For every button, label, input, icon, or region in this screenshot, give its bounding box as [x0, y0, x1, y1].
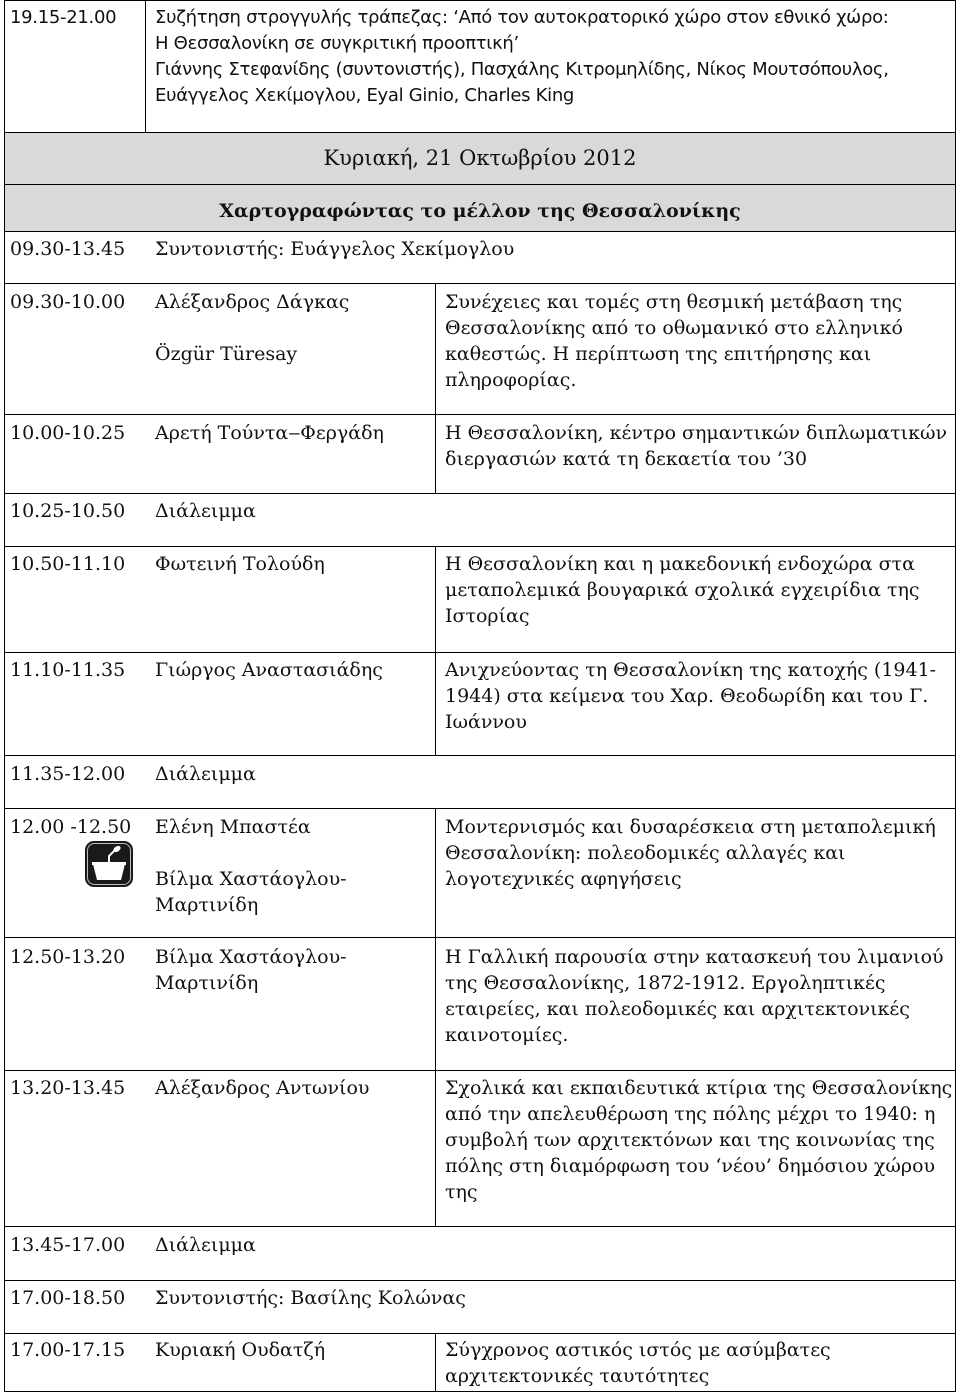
rule — [4, 1280, 956, 1281]
rule — [435, 283, 436, 494]
roundtable-title: Η Θεσσαλονίκη σε συγκριτική προοπτική’ — [155, 33, 519, 54]
speaker: Βίλμα Χαστάογλου- — [155, 946, 347, 968]
talk-title: Σχολικά και εκπαιδευτικά κτίρια της Θεσσαλονίκης — [445, 1077, 953, 1099]
time-slot: 12.50-13.20 — [10, 946, 126, 968]
rule — [4, 283, 956, 284]
time-slot: 11.10-11.35 — [10, 659, 126, 681]
talk-title: Η Θεσσαλονίκη, κέντρο σημαντικών διπλωματικών — [445, 422, 948, 444]
speaker: Μαρτινίδη — [155, 894, 259, 916]
time-slot: 10.50-11.10 — [10, 553, 126, 575]
rule — [4, 493, 956, 494]
talk-title: Η Θεσσαλονίκη και η μακεδονική ενδοχώρα στα — [445, 553, 915, 575]
talk-title: από την απελευθέρωση της πόλης μέχρι το 1940: η — [445, 1103, 936, 1125]
talk-title: πληροφορίας. — [445, 369, 577, 391]
talk-title: εταιρείες, και πολεοδομικές και αρχιτεκτονικές — [445, 998, 910, 1020]
talk-title: Σύγχρονος αστικός ιστός με ασύμβατες — [445, 1339, 831, 1361]
rule — [435, 808, 436, 1227]
lectern-microphone-icon — [84, 840, 134, 888]
speaker: Αρετή Τούντα‒Φεργάδη — [155, 422, 384, 444]
time-slot: 10.25-10.50 — [10, 500, 126, 522]
rule — [4, 1226, 956, 1227]
talk-title: Μοντερνισμός και δυσαρέσκεια στη μεταπολεμική — [445, 816, 936, 838]
time-slot: 19.15-21.00 — [10, 7, 117, 28]
talk-title: Συνέχειες και τομές στη θεσμική μετάβαση της — [445, 291, 903, 313]
talk-title: Θεσσαλονίκης από το οθωμανικό στο ελληνικό — [445, 317, 903, 339]
rule — [4, 1070, 956, 1071]
talk-title: Η Γαλλική παρουσία στην κατασκευή του λιμανιού — [445, 946, 944, 968]
speaker: Γιώργος Αναστασιάδης — [155, 659, 383, 681]
rule — [4, 0, 956, 1]
rule — [4, 184, 956, 185]
rule — [4, 755, 956, 756]
time-slot: 10.00-10.25 — [10, 422, 126, 444]
talk-title: Ιωάννου — [445, 711, 527, 733]
day-theme: Χαρτογραφώντας το μέλλον της Θεσσαλονίκης — [219, 200, 741, 222]
rule — [4, 414, 956, 415]
talk-title: συμβολή των αρχιτεκτόνων και της κοινωνίας της — [445, 1129, 935, 1151]
time-slot: 09.30-10.00 — [10, 291, 126, 313]
roundtable-participants: Γιάννης Στεφανίδης (συντονιστής), Πασχάλης Κιτρομηλίδης, Νίκος Μουτσόπουλος, — [155, 59, 889, 80]
speaker: Φωτεινή Τολούδη — [155, 553, 325, 575]
speaker: Αλέξανδρος Δάγκας — [155, 291, 350, 313]
break-label: Διάλειμμα — [155, 500, 256, 522]
speaker: Μαρτινίδη — [155, 972, 259, 994]
talk-title: 1944) στα κείμενα του Χαρ. Θεοδωρίδη και του Γ. — [445, 685, 929, 707]
talk-title: αρχιτεκτονικές ταυτότητες — [445, 1365, 710, 1387]
talk-title: της — [445, 1181, 478, 1203]
talk-title: καινοτομίες. — [445, 1024, 569, 1046]
rule — [4, 132, 956, 133]
speaker: Βίλμα Χαστάογλου- — [155, 868, 347, 890]
speaker: Özgür Türesay — [155, 343, 298, 365]
session-time: 17.00-18.50 — [10, 1287, 126, 1309]
break-label: Διάλειμμα — [155, 1234, 256, 1256]
time-slot: 13.45-17.00 — [10, 1234, 126, 1256]
rule — [4, 231, 956, 232]
talk-title: λογοτεχνικές αφηγήσεις — [445, 868, 682, 890]
speaker: Ελένη Μπαστέα — [155, 816, 311, 838]
rule — [4, 937, 956, 938]
session-moderator: Συντονιστής: Βασίλης Κολώνας — [155, 1287, 466, 1309]
talk-title: Θεσσαλονίκη: πολεοδομικές αλλαγές και — [445, 842, 846, 864]
time-slot: 11.35-12.00 — [10, 763, 126, 785]
time-slot: 12.00 -12.50 — [10, 816, 132, 838]
talk-title: της Θεσσαλονίκης, 1872-1912. Εργοληπτικές — [445, 972, 886, 994]
rule — [435, 546, 436, 756]
rule — [435, 1333, 436, 1392]
session-time: 09.30-13.45 — [10, 238, 126, 260]
day-date: Κυριακή, 21 Οκτωβρίου 2012 — [323, 146, 637, 170]
roundtable-participants: Ευάγγελος Χεκίμογλου, Eyal Ginio, Charles King — [155, 85, 575, 106]
rule — [145, 0, 146, 133]
talk-title: διεργασιών κατά τη δεκαετία του ’30 — [445, 448, 808, 470]
rule — [4, 546, 956, 547]
time-slot: 13.20-13.45 — [10, 1077, 126, 1099]
talk-title: Ιστορίας — [445, 605, 530, 627]
talk-title: μεταπολεμικά βουγαρικά σχολικά εγχειρίδια της — [445, 579, 920, 601]
break-label: Διάλειμμα — [155, 763, 256, 785]
speaker: Κυριακή Ουδατζή — [155, 1339, 326, 1361]
rule — [4, 808, 956, 809]
talk-title: Ανιχνεύοντας τη Θεσσαλονίκη της κατοχής (1941- — [445, 659, 937, 681]
speaker: Αλέξανδρος Αντωνίου — [155, 1077, 370, 1099]
rule — [4, 652, 956, 653]
talk-title: πόλης στη διαμόρφωση του ‘νέου’ δημόσιου χώρου — [445, 1155, 936, 1177]
roundtable-title: Συζήτηση στρογγυλής τράπεζας: ‘Από τον αυτοκρατορικό χώρο στον εθνικό χώρο: — [155, 7, 889, 28]
session-moderator: Συντονιστής: Ευάγγελος Χεκίμογλου — [155, 238, 515, 260]
time-slot: 17.00-17.15 — [10, 1339, 126, 1361]
talk-title: καθεστώς. Η περίπτωση της επιτήρησης και — [445, 343, 872, 365]
rule — [4, 1333, 956, 1334]
